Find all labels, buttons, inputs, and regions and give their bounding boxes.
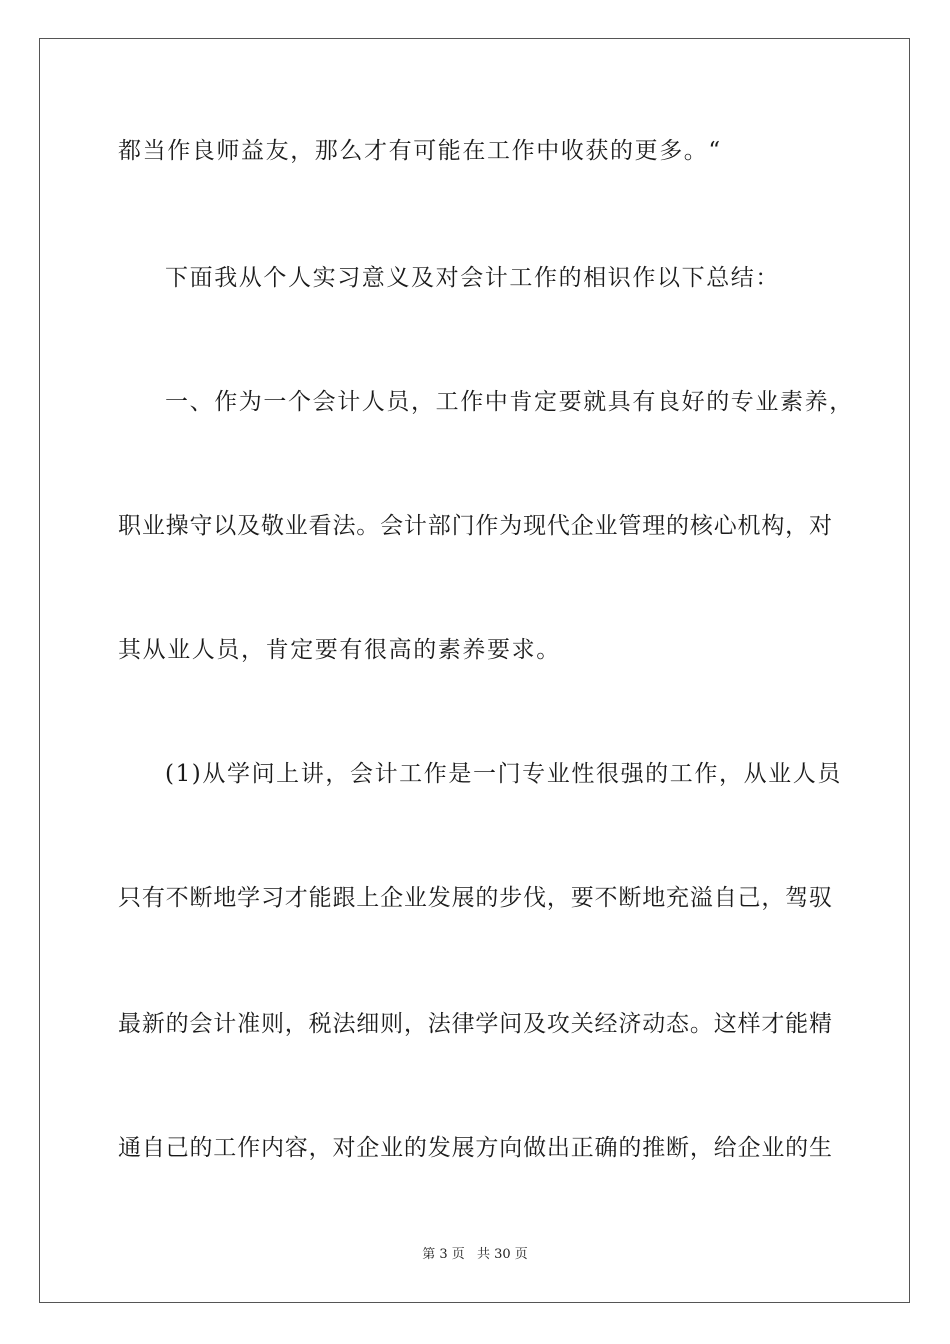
page-footer (0, 1246, 950, 1264)
page-number: 第 3 页 (422, 1247, 465, 1262)
text-line-8: 最新的会计准则，税法细则，法律学问及攻关经济动态。这样才能精 (118, 1011, 832, 1037)
text-line-1: 都当作良师益友，那么才有可能在工作中收获的更多。“ (118, 138, 722, 164)
text-line-2: 下面我从个人实习意义及对会计工作的相识作以下总结： (165, 265, 780, 291)
text-line-7: 只有不断地学习才能跟上企业发展的步伐，要不断地充溢自己，驾驭 (118, 885, 832, 911)
text-line-9: 通自己的工作内容，对企业的发展方向做出正确的推断，给企业的生 (118, 1135, 832, 1161)
total-pages: 共 30 页 (476, 1247, 528, 1262)
text-line-4: 职业操守以及敬业看法。会计部门作为现代企业管理的核心机构，对 (118, 513, 832, 539)
page-border (39, 38, 910, 1303)
text-line-6: (1)从学问上讲，会计工作是一门专业性很强的工作，从业人员 (165, 761, 842, 787)
text-line-3: 一、作为一个会计人员，工作中肯定要就具有良好的专业素养， (165, 389, 854, 415)
text-line-5: 其从业人员，肯定要有很高的素养要求。 (118, 637, 561, 663)
